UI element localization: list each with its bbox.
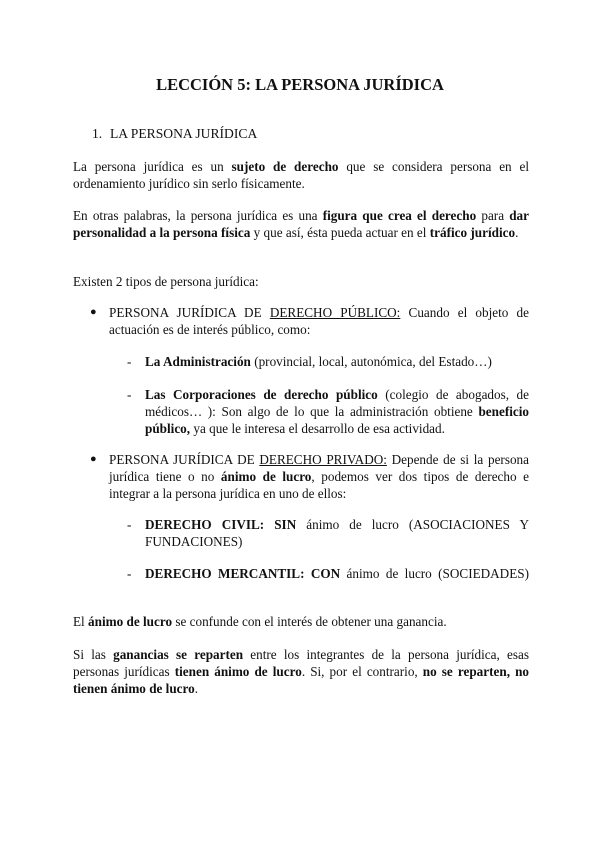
text: PERSONA JURÍDICA DE <box>109 305 270 320</box>
bullet-icon: ● <box>90 306 97 318</box>
text: (provincial, local, autonómica, del Estado…) <box>250 354 492 369</box>
bold-text: figura que crea el derecho <box>322 208 477 223</box>
text: , podemos ver dos tipos de derecho e integrar a la persona jurídica en uno de ellos: <box>109 469 529 501</box>
dash-icon: - <box>127 566 132 581</box>
bold-text: no se reparten, no tienen ánimo de lucro <box>73 664 529 696</box>
bold-text: tienen ánimo de lucro <box>174 664 302 679</box>
text: que se considera persona en el ordenamiento jurídico sin serlo físicamente. <box>73 159 529 191</box>
sublist-item-corporations <box>127 386 529 437</box>
bold-text: DERECHO CIVIL: SIN <box>145 517 297 532</box>
sublist-item-commercial-law <box>127 565 529 582</box>
paragraph-types-intro: Existen 2 tipos de persona jurídica: <box>73 274 259 289</box>
text: (colegio de abogados, de médicos… ): Son algo de lo que la administración obtiene <box>145 387 529 419</box>
text: . <box>194 681 199 696</box>
section-number: 1. <box>92 126 103 141</box>
bold-text: ánimo de lucro <box>220 469 312 484</box>
text: Cuando el objeto de actuación es de interés público, como: <box>109 305 530 337</box>
paragraph-profit-motive <box>73 613 529 630</box>
text: y que así, ésta pueda actuar en el <box>250 225 430 240</box>
paragraph-profit-distribution <box>73 646 529 697</box>
text: ánimo de lucro (SOCIEDADES) <box>340 566 529 581</box>
bold-text: ánimo de lucro <box>88 614 173 629</box>
bold-text: beneficio público, <box>145 404 529 436</box>
bold-text: tráfico jurídico <box>429 225 516 240</box>
bold-text: Las Corporaciones de derecho público <box>145 387 378 402</box>
dash-icon: - <box>127 354 132 369</box>
bullet-icon: ● <box>90 453 97 465</box>
text: En otras palabras, la persona jurídica es una <box>73 208 323 223</box>
sublist-item-administration <box>127 353 529 370</box>
bold-text: dar personalidad a la persona física <box>73 208 529 240</box>
bold-text: ganancias se reparten <box>113 647 244 662</box>
underlined-text: DERECHO PRIVADO: <box>259 452 387 467</box>
text: ya que le interesa el desarrollo de esa actividad. <box>190 421 445 436</box>
text: El <box>73 614 89 629</box>
bold-text: La Administración <box>145 354 251 369</box>
text: ánimo de lucro (ASOCIACIONES Y FUNDACIONES) <box>145 517 529 549</box>
text: PERSONA JURÍDICA DE <box>109 452 260 467</box>
text: . <box>515 225 519 240</box>
text: . Si, por el contrario, <box>301 664 423 679</box>
text: se confunde con el interés de obtener una ganancia. <box>172 614 447 629</box>
bold-text: sujeto de derecho <box>231 159 339 174</box>
bold-text: DERECHO MERCANTIL: CON <box>145 566 341 581</box>
text: La persona jurídica es un <box>73 159 232 174</box>
sublist-item-civil-law <box>127 516 529 550</box>
dash-icon: - <box>127 517 132 532</box>
text: Depende de si la persona jurídica tiene o no <box>109 452 529 484</box>
text: para <box>476 208 510 223</box>
section-heading <box>92 125 257 142</box>
list-item-public-law <box>90 304 529 338</box>
paragraph-definition <box>73 158 529 192</box>
text: entre los integrantes de la persona jurídica, esas personas jurídicas <box>73 647 530 679</box>
paragraph-other-words <box>73 207 529 241</box>
dash-icon: - <box>127 387 132 402</box>
underlined-text: DERECHO PÚBLICO: <box>269 305 401 320</box>
text: Si las <box>73 647 114 662</box>
document-title: LECCIÓN 5: LA PERSONA JURÍDICA <box>156 75 444 94</box>
section-title: LA PERSONA JURÍDICA <box>110 126 258 141</box>
list-item-private-law <box>90 451 529 502</box>
